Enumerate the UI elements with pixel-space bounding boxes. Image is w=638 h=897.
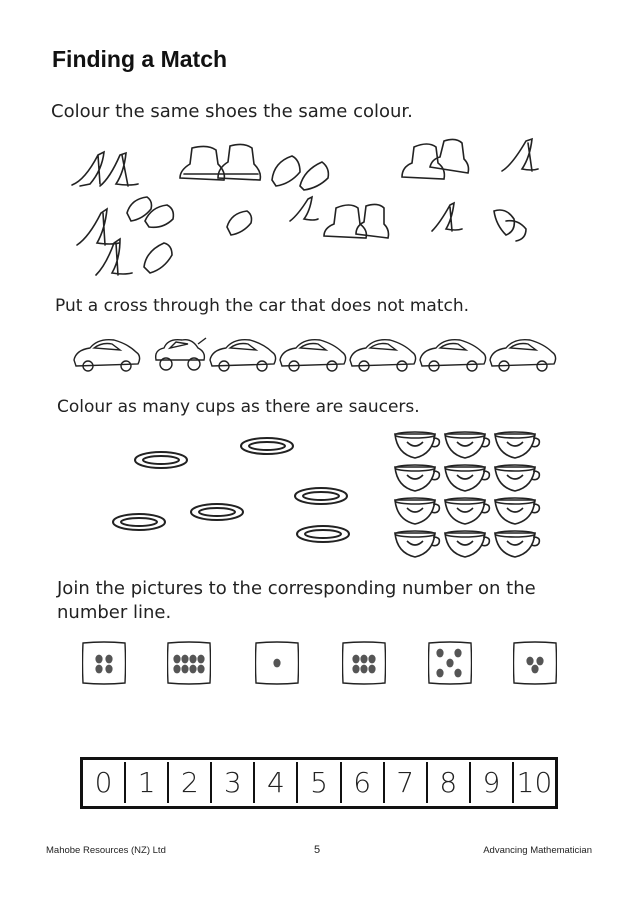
dot <box>273 659 280 668</box>
dot-card[interactable] <box>82 641 126 685</box>
high-heel-shoe <box>502 139 538 171</box>
number-line-cell: 5 <box>296 762 339 803</box>
dot <box>181 665 188 674</box>
dot <box>360 655 367 664</box>
dot <box>95 665 102 674</box>
sneaker-shoe <box>127 197 173 227</box>
dot <box>360 665 367 674</box>
dot <box>189 665 196 674</box>
dot <box>105 665 112 674</box>
car <box>280 340 346 371</box>
number-line-cell: 8 <box>426 762 469 803</box>
saucer <box>297 526 349 542</box>
boots-shoe <box>324 204 389 238</box>
dot <box>105 655 112 664</box>
dot <box>368 655 375 664</box>
cup <box>495 432 539 458</box>
cups-grid <box>393 432 543 562</box>
cup <box>395 432 439 458</box>
dot <box>95 655 102 664</box>
cup <box>445 498 489 524</box>
number-line-cell: 10 <box>512 762 555 803</box>
odd-car <box>156 338 206 370</box>
saucers <box>105 430 365 550</box>
dot <box>531 665 538 674</box>
cup <box>495 531 539 557</box>
dot <box>436 649 443 658</box>
number-line <box>80 757 558 809</box>
cars-row <box>72 332 562 377</box>
number-line-cell: 1 <box>124 762 167 803</box>
cup <box>495 498 539 524</box>
cup <box>445 531 489 557</box>
number-line-cell: 7 <box>383 762 426 803</box>
cup <box>445 432 489 458</box>
page-number: 5 <box>314 844 321 856</box>
number-line-cell: 9 <box>469 762 512 803</box>
saucer <box>191 504 243 520</box>
number-line-cell: 4 <box>253 762 296 803</box>
car <box>210 340 276 371</box>
sneaker-shoe <box>227 211 252 235</box>
dot <box>189 655 196 664</box>
saucer <box>113 514 165 530</box>
dot-card[interactable] <box>255 641 299 685</box>
number-line-cell: 3 <box>210 762 253 803</box>
footer-publisher: Mahobe Resources (NZ) Ltd <box>46 845 166 856</box>
boots-shoe <box>402 139 469 179</box>
saucer <box>295 488 347 504</box>
cup <box>445 465 489 491</box>
cup <box>395 531 439 557</box>
car <box>420 340 486 371</box>
instruction-shoes: Colour the same shoes the same colour. <box>51 101 413 122</box>
dot <box>368 665 375 674</box>
instruction-numbers: Join the pictures to the corresponding number on the number line. <box>57 578 536 623</box>
instruction-cars: Put a cross through the car that does not match. <box>55 296 470 316</box>
dot <box>197 655 204 664</box>
high-heel-shoe <box>72 152 138 186</box>
dot <box>197 665 204 674</box>
car <box>490 340 556 371</box>
cup <box>395 465 439 491</box>
car <box>74 340 140 371</box>
dot <box>454 669 461 678</box>
cup <box>395 498 439 524</box>
saucer <box>135 452 187 468</box>
dot <box>454 649 461 658</box>
dot <box>352 655 359 664</box>
sneaker-shoe <box>144 243 172 273</box>
footer-book-title: Advancing Mathematician <box>483 845 592 856</box>
dot <box>173 665 180 674</box>
cup <box>495 465 539 491</box>
sneaker-shoe <box>272 156 328 190</box>
dot <box>436 669 443 678</box>
high-heel-shoe <box>432 203 462 231</box>
page-title: Finding a Match <box>52 46 228 72</box>
car <box>350 340 416 371</box>
dot-card[interactable] <box>167 641 211 685</box>
instruction-cups: Colour as many cups as there are saucers. <box>57 397 420 417</box>
saucer <box>241 438 293 454</box>
high-heel-shoe <box>96 239 132 275</box>
number-line-cell: 0 <box>94 766 113 799</box>
dot <box>173 655 180 664</box>
boots-shoe <box>180 144 260 180</box>
number-line-cell: 2 <box>167 762 210 803</box>
high-heel-shoe <box>77 209 119 245</box>
dot-card[interactable] <box>342 641 386 685</box>
dot <box>352 665 359 674</box>
sneaker-shoe <box>494 210 526 241</box>
dot-card[interactable] <box>428 641 472 685</box>
dot <box>181 655 188 664</box>
dot <box>446 659 453 668</box>
dot-card[interactable] <box>513 641 557 685</box>
shoes-illustration <box>60 135 550 285</box>
high-heel-shoe <box>290 197 318 221</box>
dot <box>536 657 543 666</box>
number-line-cell: 6 <box>340 762 383 803</box>
dot <box>526 657 533 666</box>
